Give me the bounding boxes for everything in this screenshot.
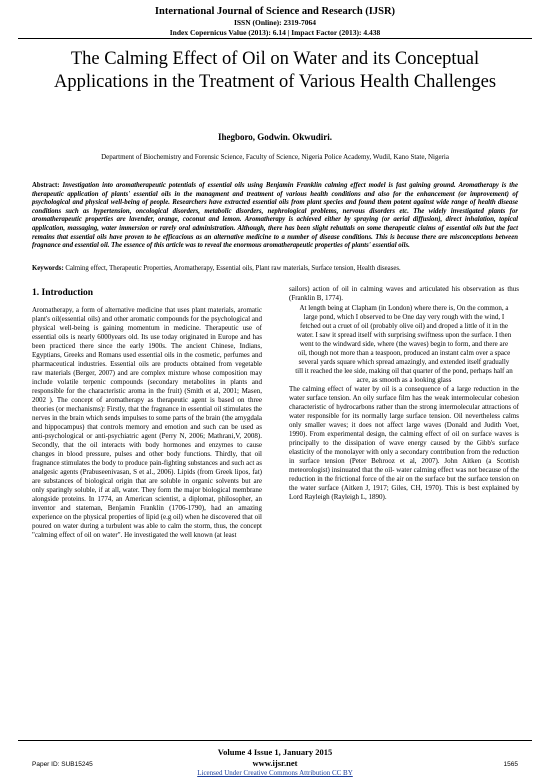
abstract-label: Abstract: <box>32 182 60 189</box>
page-number: 1565 <box>503 761 518 768</box>
journal-header <box>0 0 550 37</box>
license-link[interactable]: Licensed Under Creative Commons Attribution CC BY <box>197 769 353 777</box>
index-value: Index Copernicus Value (2013): 6.14 | Impact Factor (2013): 4.438 <box>169 27 381 37</box>
footer-divider <box>18 740 532 741</box>
abstract-text: Investigation into aromatherapeutic potentials of essential oils using Benjamin Franklin calming effect model is fast gaining ground. Aromatherapy is the therapeutic application of plants' essential oils in the managment and treatment of various health conditions and also for the enhancement (or improvement) of psychological and physical well-being of people. Researchers have extracted essential oils from plant species and found them potent against wide range of health disease conditions such as hypertension, oncological disorders, metabolic disorders, nephrological problems, nervous disorders etc. The widely investigated plants for aromatherapeutic properties are lavender, orange, coconut and lemon. Aromatherapy is achieved either by spraying (or aerial diffusion), direct inhalation, topical application, massaging, water immersion or rarely oral administration. Although, there has been slight rebuttals on some therapeutic claims of essential oils but the fact remains that essential oils have proven to be efficacious as an alternative medicine to a number of disease conditions. This is because there are misconceptions between fragnance and essential oil. The essence of this article was to reveal the enormous aromatherapeutic properties of plants' essential oils. <box>32 182 518 250</box>
authors: Ihegboro, Godwin. Okwudiri. <box>217 132 333 142</box>
franklin-quote: At length being at Clapham (in London) where there is, On the common, a large pond, which I observed to be One day very rough with the wind, I fetched out a cruet of oil (probably olive oil) and droped a little of it in the water. I saw it spread itself with surprising swiftness upon the surface. I then went to the windward side, where (the waves) begin to form, and there are oil, though not more than a teaspoon, produced an instant calm over a space several yards square which spread amazingly, and extended itself gradually till it reached the lee side, making oil that quarter of the pond, perhaps half an acre, as smooth as a looking glass <box>295 304 513 384</box>
right-column <box>289 285 519 502</box>
keywords <box>32 265 518 274</box>
intro-paragraph-3: The calming effect of water by oil is a consequence of a large reduction in the water surface tension. An oily surface film has the weak intermolecular cohesion characteristic of hydrocarbons rather than the strong intermolecular attractions of water responsible for its normally large surface tension. Oil nevertheless calms only smaller waves; it does not affect large waves (Donald and Judith Voet, 1990). From experimental design, the calming effect of oil on surface waves is principally to the dissipation of wave energy caused by the Gibb's surface elasticity of the monolayer with only a secondary contribution from the reduction in surface tension (Peter Behrooz et al, 2007). John Aitken (a Scottish meteorologist) insinuated that the oil- water calming effect was not because of the reduction in the frictional force of the air on the surface but the surface tension on the water surface (Aitken J, 1917; Giles, CH, 1970). This is best explained by Lord Rayleigh (Rayleigh L, 1890). <box>289 385 519 501</box>
intro-paragraph-2: sailors) action of oil in calming waves and articulated his observation as thus (Franklin B, 1774). <box>289 285 519 302</box>
left-column <box>32 285 262 540</box>
journal-url[interactable]: www.ijsr.net <box>252 758 298 768</box>
paper-id: Paper ID: SUB15245 <box>32 761 93 768</box>
intro-paragraph-1: Aromatherapy, a form of alternative medicine that uses plant materials, aromatic plant's oil(essential oils) and other aromatic compounds for the psychological and physical well-being is gaining momentum in medicine. Therapeutic use of essential oils is nearly 6000years old. Its use today originated in Europe and has been practiced there since the early 1900s. The ancient Chinese, Indians, Egyptians, Greeks and Romans used essential oils in the cosmetic, perfumes and pharmaceutical industries. Essential oils are products obtained from vegetable raw materials (Berger, 2007) and are complex mixture whose composition may include volatile terpenic compounds (secondary metabolites in plants and responsible for the characteristic aroma in the fruit) (Smith et al, 2001; Masen, 2002 ). The concept of aromatherapy as therapeutic agent is based on three theories (or mechanisms): Firstly, that the fragnance in essential oil stimulates the nerves in the brain which sends impulses to some parts of the brain (the amygdala and hippocampus) that controls memory and emotion and such can be used as anti-psychological or anti-psychiatric agent (Perry N, 2006; Mathrani,V, 2008). Secondly, that the oil interacts with body hormones and enzymes to cause changes in blood pressure, pulses and other body functions. Thirdly, that oil fragnance stimulates the body to produce pain-fighting substances and such act as analgesic agents (Prabuseenivasan, S et al., 2006). Lipids (from Greek lipos, fat) are substances of biological origin that are soluble in organic solvents but are only sparingly soluble, if at all, water. They form the major biological membrane alongside proteins. In 1774, an American scientist, a diplomat, philosopher, an inventor and stateman, Benjamin Franklin (1706-1790), had an amazing experience on the physical properties of lipid (e.g oil) when he discovered that oil poured on water during a turbulent was able to calm the storm, thus, the concept "calming effect of oil on water". He investigated the well known (at least <box>32 306 262 539</box>
affiliation: Department of Biochemistry and Forensic Science, Faculty of Science, Nigeria Police Academy, Wudil, Kano State, Nigeria <box>101 153 449 161</box>
abstract <box>32 182 518 251</box>
paper-title: The Calming Effect of Oil on Water and its Conceptual Applications in the Treatment of Various Health Challenges <box>53 49 497 92</box>
volume-info: Volume 4 Issue 1, January 2015 <box>217 747 333 757</box>
keywords-text: Calming effect, Therapeutic Properties, Aromatherapy, Essential oils, Plant raw materials, Surface tension, Health diseases. <box>65 265 401 272</box>
header-divider <box>18 38 532 39</box>
issn: ISSN (Online): 2319-7064 <box>233 18 317 27</box>
journal-name: International Journal of Science and Research (IJSR) <box>154 6 396 17</box>
section-heading: 1. Introduction <box>32 288 94 298</box>
keywords-label: Keywords: <box>32 265 64 272</box>
